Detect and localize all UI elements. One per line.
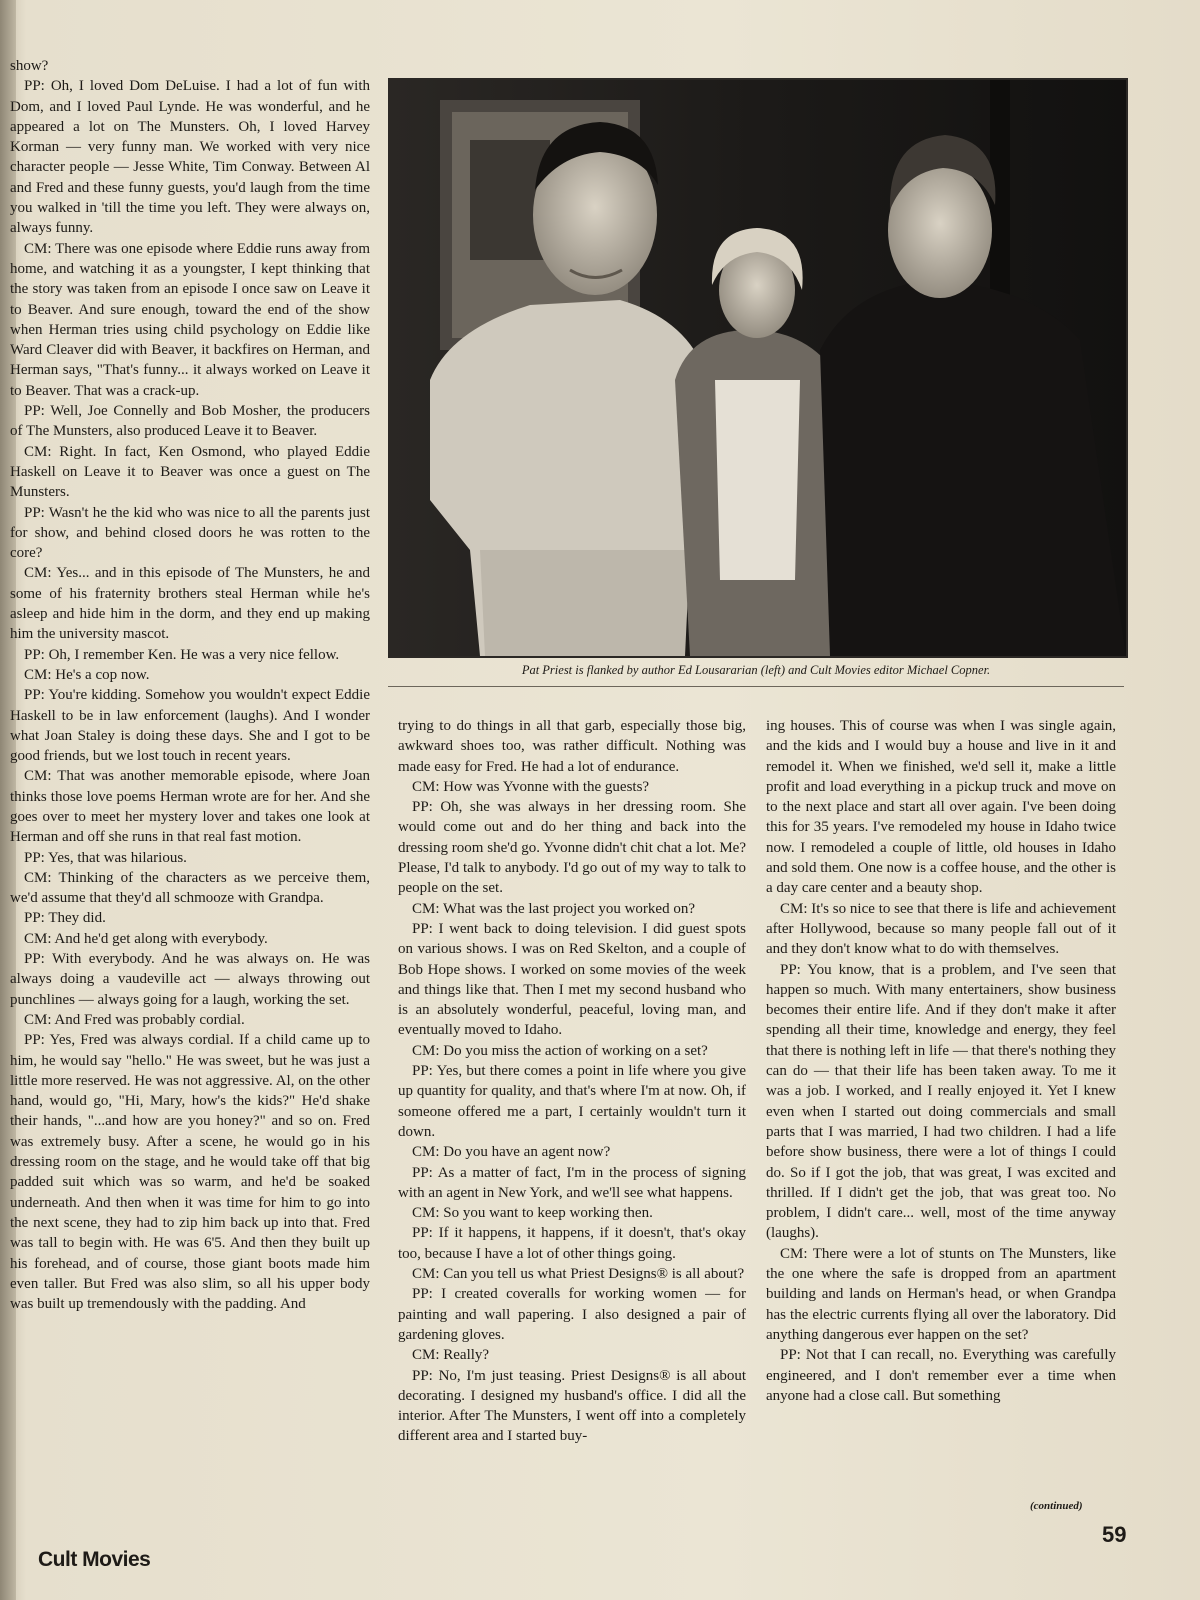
- paragraph: CM: And Fred was probably cordial.: [24, 1011, 245, 1028]
- running-text: show?: [10, 58, 49, 74]
- paragraph: CM: Really?: [412, 1347, 490, 1364]
- paragraph: PP: Oh, I remember Ken. He was a very nice fellow.: [24, 646, 340, 663]
- paragraph: PP: With everybody. And he was always on. He was always doing a vaudeville act — always throwing out punchlines — always going for a laugh, working the set.: [10, 951, 370, 1008]
- page-number: 59: [1102, 1522, 1127, 1547]
- article-column-3: [766, 716, 1116, 1406]
- paragraph: PP: Yes, but there comes a point in life where you give up quantity for quality, and that's where I'm at now. Oh, if someone offered me a part, I certainly wouldn't turn it down.: [398, 1063, 746, 1140]
- article-column-2: [398, 716, 746, 1447]
- paragraph: CM: There were a lot of stunts on The Munsters, like the one where the safe is dropped from an apartment building and lands on Herman's head, or when Grandpa has the electric currents flying all over the laboratory. Did anything dangerous ever happen on the set?: [766, 1245, 1116, 1343]
- paragraph: PP: I went back to doing television. I did guest spots on various shows. I was on Red Skelton, and a couple of Bob Hope shows. I worked on some movies of the week and things like that. Then I met my second husband who is an absolutely wonderful, peaceful, loving man, and eventually moved to Idaho.: [398, 920, 746, 1039]
- paragraph: ing houses. This of course was when I was single again, and the kids and I would buy a house and live in it and remodel it. When we finished, we'd sell it, make a little profit and load everything in a pickup truck and move on to the next place and start all over again. I've been doing this for 35 years. I've remodeled my house in Idaho twice now. I remodeled a couple of little, old houses in Idaho and sold them. One now is a coffee house, and the other is a day care center and a beauty shop.: [766, 718, 1116, 897]
- paragraph: PP: Oh, she was always in her dressing room. She would come out and do her thing and back into the dressing room she'd go. Yvonne didn't chit chat a lot. Me? Please, I'd talk to anybody. I'd go out of my way to talk to people on the set.: [398, 799, 746, 897]
- paragraph: PP: No, I'm just teasing. Priest Designs® is all about decorating. I designed my husband's office. I did all the interior. After The Munsters, I went off into a completely different area and I started buy-: [398, 1367, 746, 1445]
- paragraph: CM: He's a cop now.: [24, 666, 150, 683]
- paragraph: PP: You know, that is a problem, and I've seen that happen so much. With many entertainers, show business becomes their entire life. And if they don't make it after spending all their time, knowledge and energy, they feel that there is nothing left in life — that there's nothing they can do — that their life has been taken away. To me it was a job. I worked, and I really enjoyed it. Yet I knew even when I started out doing commercials and small parts that I was married, I had two children. I had a life before show business, there were a lot of things I could do. So if I got the job, that was great, I was excited and thrilled. If I didn't get the job, that was great too. No problem, I didn't care... well, most of the time anyway (laughs).: [766, 961, 1116, 1242]
- paragraph: PP: Oh, I loved Dom DeLuise. I had a lot of fun with Dom, and I loved Paul Lynde. He was wonderful, and he appeared a lot on The Munsters. Oh, I loved Harvey Korman — very funny man. We worked with very nice character people — Jesse White, Tim Conway. Between Al and Fred and these funny guests, you'd laugh from the time you walked in 'till the time you left. They were always on, always funny.: [10, 78, 370, 237]
- caption-rule: [388, 686, 1124, 687]
- paragraph: PP: You're kidding. Somehow you wouldn't expect Eddie Haskell to be in law enforcement (laughs). And I wonder what Joan Staley is doing these days. She and I got to be good friends, but we lost touch in recent years.: [10, 687, 370, 765]
- photo-illustration: [390, 80, 1126, 656]
- paragraph: CM: What was the last project you worked on?: [412, 900, 695, 917]
- paragraph: CM: Do you have an agent now?: [412, 1144, 611, 1161]
- paragraph: CM: Thinking of the characters as we perceive them, we'd assume that they'd all schmooze with Grandpa.: [10, 869, 370, 907]
- paragraph: PP: Not that I can recall, no. Everything was carefully engineered, and I don't remember ever a time when anyone had a close call. But something: [766, 1347, 1116, 1404]
- magazine-masthead: Cult Movies: [38, 1548, 151, 1571]
- paragraph: PP: As a matter of fact, I'm in the process of signing with an agent in New York, and we'll see what happens.: [398, 1164, 746, 1201]
- paragraph: PP: Yes, that was hilarious.: [24, 849, 187, 866]
- paragraph: CM: Can you tell us what Priest Designs® is all about?: [412, 1266, 745, 1283]
- paragraph: CM: So you want to keep working then.: [412, 1205, 653, 1222]
- paragraph: PP: Wasn't he the kid who was nice to all the parents just for show, and behind closed doors he was rotten to the core?: [10, 504, 370, 562]
- paragraph: PP: If it happens, it happens, if it doesn't, that's okay too, because I have a lot of other things going.: [398, 1225, 746, 1262]
- paragraph: PP: I created coveralls for working women — for painting and wall papering. I also designed a pair of gardening gloves.: [398, 1286, 746, 1343]
- paragraph: CM: It's so nice to see that there is life and achievement after Hollywood, because so many people fall out of it and they don't know what to do with themselves.: [766, 900, 1116, 958]
- paragraph: CM: Yes... and in this episode of The Munsters, he and some of his fraternity brothers steal Herman while he's asleep and hide him in the dorm, and they end up making him the university mascot.: [10, 565, 370, 643]
- photo: [388, 78, 1128, 658]
- paragraph: CM: That was another memorable episode, where Joan thinks those love poems Herman wrote are for her. And she goes over to meet her mystery lover and takes one look at Herman and off she runs in that real fast motion.: [10, 768, 370, 846]
- continued-note: (continued): [1030, 1500, 1083, 1512]
- paragraph: CM: How was Yvonne with the guests?: [412, 778, 650, 795]
- paragraph: CM: Do you miss the action of working on a set?: [412, 1042, 708, 1059]
- photo-caption: Pat Priest is flanked by author Ed Lousararian (left) and Cult Movies editor Michael Copner.: [521, 663, 991, 677]
- paragraph: CM: There was one episode where Eddie runs away from home, and watching it as a youngster, I kept thinking that the story was taken from an episode I once saw on Leave it to Beaver. And sure enough, toward the end of the show when Herman tries using child psychology on Eddie like Ward Cleaver did with Beaver, it backfires on Herman, and Herman says, "That's funny... it always worked on Leave it to Beaver. That was a crack-up.: [10, 240, 370, 399]
- paragraph: PP: Yes, Fred was always cordial. If a child came up to him, he would say "hello." He was sweet, but he was just a little more reserved. He was not aggressive. Al, on the other hand, would go, "Hi, Mary, how's the kids?" He'd shake their hands, "...and how are you honey?" and so on. Fred was extremely busy. After a scene, he would go in his dressing room on the stage, and he would take off that big padded suit which was so warm, and he'd be soaked underneath. And then when it was time for him to go into the next scene, they had to zip him back up into that. Fred was tall to begin with. He was 6'5. And then they built up his forehead, and of course, those giant boots made him even taller. But Fred was also slim, so all his upper body was built up tremendously with the padding. And: [10, 1032, 370, 1313]
- paragraph: trying to do things in all that garb, especially those big, awkward shoes too, was rather difficult. Nothing was made easy for Fred. He had a lot of endurance.: [398, 718, 746, 775]
- article-column-1: [10, 56, 370, 1314]
- paragraph: PP: Well, Joe Connelly and Bob Mosher, the producers of The Munsters, also produced Leave it to Beaver.: [10, 403, 370, 440]
- paragraph: CM: Right. In fact, Ken Osmond, who played Eddie Haskell on Leave it to Beaver was once a guest on The Munsters.: [10, 443, 370, 501]
- paragraph: PP: They did.: [24, 910, 106, 927]
- paragraph: CM: And he'd get along with everybody.: [24, 930, 268, 947]
